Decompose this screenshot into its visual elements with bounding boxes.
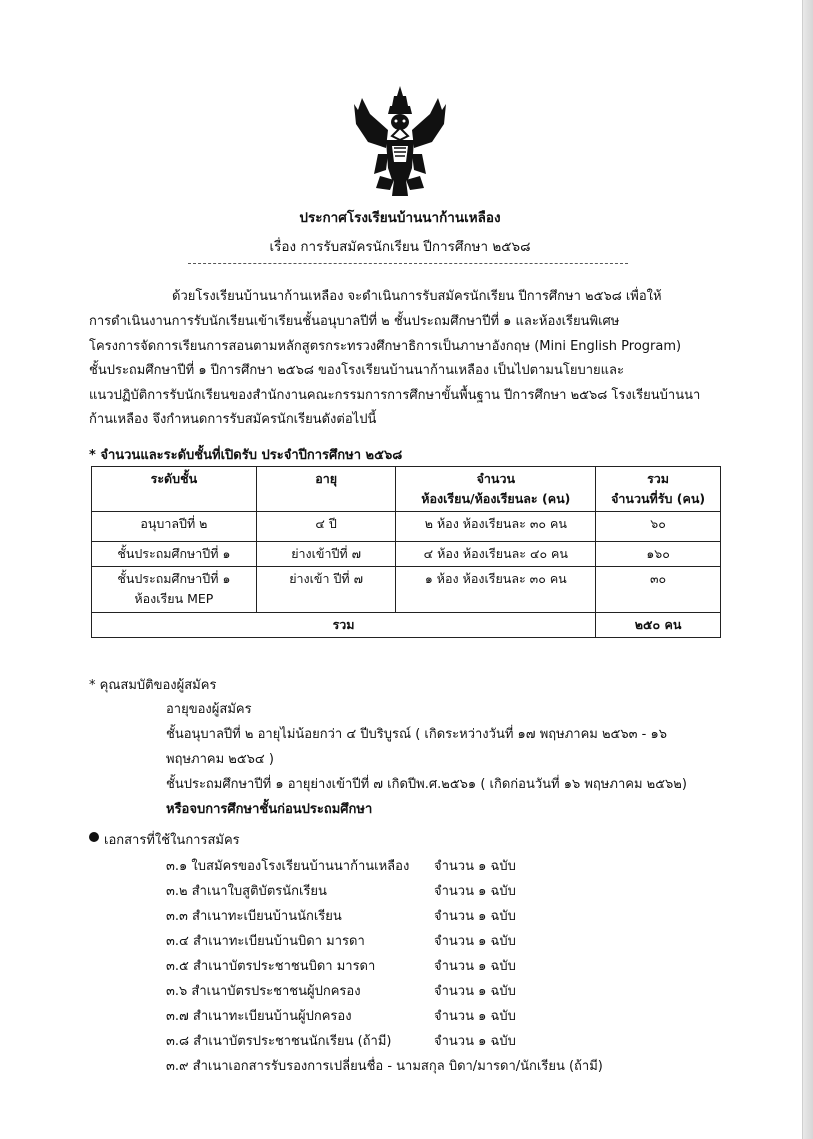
table-header-row — [92, 467, 721, 512]
cell-total: ๑๖๐ — [596, 542, 721, 567]
document-count: จำนวน ๑ ฉบับ — [434, 884, 516, 899]
table-row — [92, 512, 721, 542]
qualifications-heading: * คุณสมบัติของผู้สมัคร — [89, 678, 217, 693]
col-rooms: จำนวน ห้องเรียน/ห้องเรียนละ (คน) — [396, 467, 596, 512]
document-item: ๓.๘ สำเนาบัตรประชาชนนักเรียน (ถ้ามี) — [166, 1034, 392, 1049]
intro-line: ด้วยโรงเรียนบ้านนาก้านเหลือง จะดำเนินการรับสมัครนักเรียน ปีการศึกษา ๒๕๖๘ เพื่อให้ — [172, 289, 662, 304]
table-row — [92, 567, 721, 613]
primary-requirement: ชั้นประถมศึกษาปีที่ ๑ อายุย่างเข้าปีที่ ๗ เกิดปีพ.ศ.๒๕๖๑ ( เกิดก่อนวันที่ ๑๖ พฤษภาคม ๒๕๖๒) — [166, 777, 687, 792]
cell-total: ๓๐ — [596, 567, 721, 613]
document-item: ๓.๓ สำเนาทะเบียนบ้านนักเรียน — [166, 909, 342, 924]
seats-table — [91, 466, 721, 638]
cell-rooms: ๑ ห้อง ห้องเรียนละ ๓๐ คน — [396, 567, 596, 613]
cell-rooms: ๒ ห้อง ห้องเรียนละ ๓๐ คน — [396, 512, 596, 542]
document-item: ๓.๙ สำเนาเอกสารรับรองการเปลี่ยนชื่อ - นามสกุล บิดา/มารดา/นักเรียน (ถ้ามี) — [166, 1059, 603, 1074]
document-count: จำนวน ๑ ฉบับ — [434, 934, 516, 949]
seats-heading: * จำนวนและระดับชั้นที่เปิดรับ ประจำปีการศึกษา ๒๕๖๘ — [89, 448, 403, 463]
document-item: ๓.๑ ใบสมัครของโรงเรียนบ้านนาก้านเหลือง — [166, 859, 410, 874]
document-count: จำนวน ๑ ฉบับ — [434, 909, 516, 924]
document-item: ๓.๒ สำเนาใบสูติบัตรนักเรียน — [166, 884, 327, 899]
garuda-emblem-icon — [350, 84, 450, 198]
document-item: ๓.๖ สำเนาบัตรประชาชนผู้ปกครอง — [166, 984, 361, 999]
cell-total: ๖๐ — [596, 512, 721, 542]
intro-line: การดำเนินงานการรับนักเรียนเข้าเรียนชั้นอนุบาลปีที่ ๒ ชั้นประถมศึกษาปีที่ ๑ และห้องเรียนพิเศษ — [89, 314, 620, 329]
dashed-divider — [188, 263, 628, 264]
page-edge — [802, 0, 813, 1139]
document-count: จำนวน ๑ ฉบับ — [434, 984, 516, 999]
intro-line: โครงการจัดการเรียนการสอนตามหลักสูตรกระทรวงศึกษาธิการเป็นภาษาอังกฤษ (Mini English Program) — [89, 339, 682, 354]
cell-level: อนุบาลปีที่ ๒ — [92, 512, 257, 542]
document-count: จำนวน ๑ ฉบับ — [434, 1009, 516, 1024]
table-sum-row — [92, 613, 721, 638]
cell-age: ย่างเข้าปีที่ ๗ — [256, 542, 396, 567]
documents-heading: เอกสารที่ใช้ในการสมัคร — [104, 833, 240, 848]
intro-line: ก้านเหลือง จึงกำหนดการรับสมัครนักเรียนดังต่อไปนี้ — [89, 412, 377, 427]
age-heading: อายุของผู้สมัคร — [166, 702, 252, 717]
kinder-requirement-cont: พฤษภาคม ๒๕๖๔ ) — [166, 752, 274, 767]
announcement-subject: เรื่อง การรับสมัครนักเรียน ปีการศึกษา ๒๕๖๘ — [269, 239, 531, 255]
bullet-icon — [89, 832, 99, 842]
kinder-requirement: ชั้นอนุบาลปีที่ ๒ อายุไม่น้อยกว่า ๔ ปีบริบูรณ์ ( เกิดระหว่างวันที่ ๑๗ พฤษภาคม ๒๕๖๓ - ๑๖ — [166, 727, 667, 742]
cell-rooms: ๔ ห้อง ห้องเรียนละ ๔๐ คน — [396, 542, 596, 567]
document-count: จำนวน ๑ ฉบับ — [434, 959, 516, 974]
document-item: ๓.๗ สำเนาทะเบียนบ้านผู้ปกครอง — [166, 1009, 352, 1024]
intro-line: แนวปฏิบัติการรับนักเรียนของสำนักงานคณะกรรมการการศึกษาขั้นพื้นฐาน ปีการศึกษา ๒๕๖๘ โรงเรียนบ้านนา — [89, 388, 701, 403]
document-item: ๓.๕ สำเนาบัตรประชาชนบิดา มารดา — [166, 959, 376, 974]
cell-age: ๔ ปี — [256, 512, 396, 542]
table-row — [92, 542, 721, 567]
col-age: อายุ — [256, 467, 396, 512]
announcement-title: ประกาศโรงเรียนบ้านนาก้านเหลือง — [299, 210, 501, 226]
or-note: หรือจบการศึกษาชั้นก่อนประถมศึกษา — [166, 802, 373, 817]
document-count: จำนวน ๑ ฉบับ — [434, 859, 516, 874]
sum-value: ๒๕๐ คน — [596, 613, 721, 638]
cell-age: ย่างเข้า ปีที่ ๗ — [256, 567, 396, 613]
col-level: ระดับชั้น — [92, 467, 257, 512]
sum-label: รวม — [92, 613, 596, 638]
col-total: รวม จำนวนที่รับ (คน) — [596, 467, 721, 512]
cell-level: ชั้นประถมศึกษาปีที่ ๑ — [92, 542, 257, 567]
document-item: ๓.๔ สำเนาทะเบียนบ้านบิดา มารดา — [166, 934, 365, 949]
intro-line: ชั้นประถมศึกษาปีที่ ๑ ปีการศึกษา ๒๕๖๘ ของโรงเรียนบ้านนาก้านเหลือง เป็นไปตามนโยบายและ — [89, 363, 624, 378]
cell-level: ชั้นประถมศึกษาปีที่ ๑ ห้องเรียน MEP — [92, 567, 257, 613]
document-count: จำนวน ๑ ฉบับ — [434, 1034, 516, 1049]
